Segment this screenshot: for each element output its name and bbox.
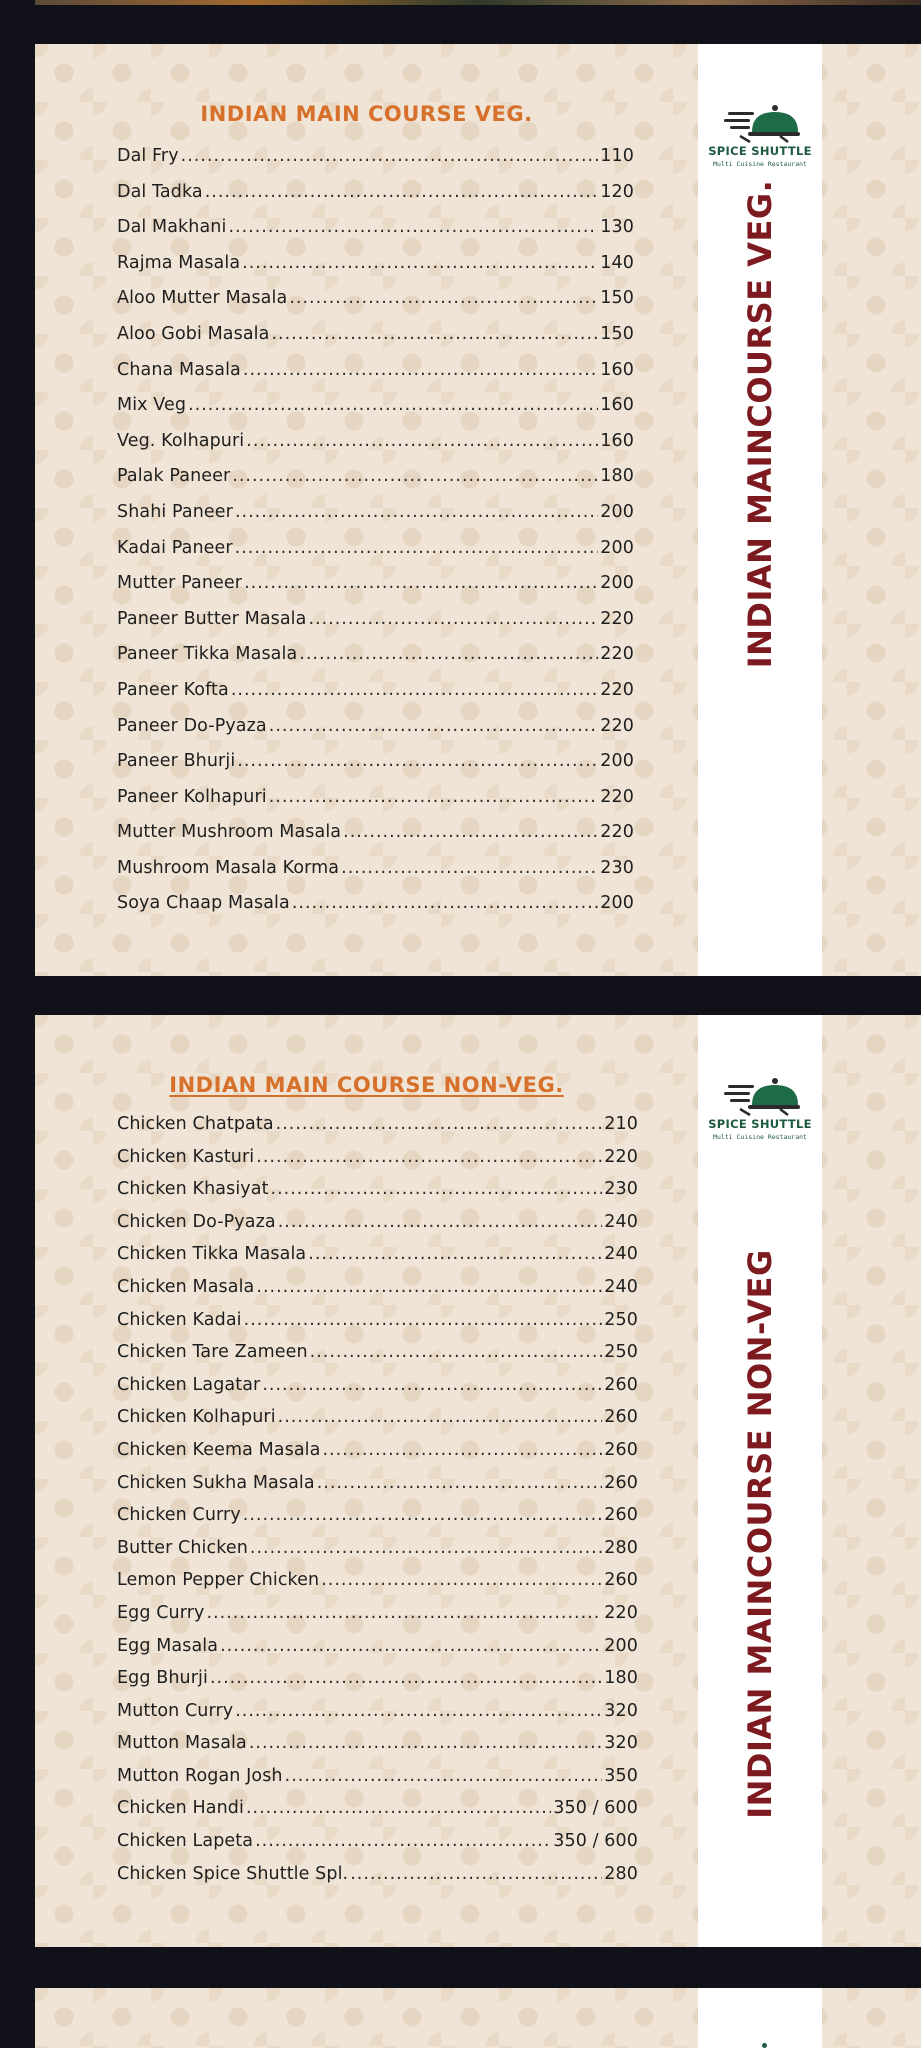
logo-name: SPICE SHUTTLE: [708, 1117, 812, 1131]
item-price: 260: [604, 1407, 638, 1428]
menu-item: [117, 1733, 638, 1766]
dot-leader: [188, 395, 598, 415]
item-price: 180: [600, 466, 634, 487]
dot-leader: [246, 1798, 551, 1818]
item-price: 210: [604, 1114, 638, 1134]
item-price: 230: [604, 1179, 638, 1200]
item-name: Chicken Handi: [117, 1798, 244, 1819]
menu-item: [117, 858, 634, 894]
menu-item: [117, 1473, 638, 1506]
dot-leader: [343, 822, 598, 842]
menu-item: [117, 1179, 638, 1212]
dot-leader: [322, 1440, 602, 1460]
item-price: 350 / 600: [553, 1798, 638, 1819]
dot-leader: [341, 858, 598, 878]
dot-leader: [246, 431, 598, 451]
dot-leader: [321, 1570, 602, 1590]
logo-name: SPICE SHUTTLE: [708, 144, 812, 158]
item-name: Chicken Do-Pyaza: [117, 1211, 276, 1232]
item-name: Chicken Kolhapuri: [117, 1407, 276, 1428]
item-price: 280: [604, 1537, 638, 1558]
menu-item: [117, 217, 634, 253]
item-name: Paneer Butter Masala: [117, 608, 307, 629]
item-price: 240: [604, 1244, 638, 1265]
menu-item: [117, 1440, 638, 1473]
nonveg-menu-page: [35, 1015, 921, 1947]
menu-item: [117, 1342, 638, 1375]
item-price: 240: [604, 1276, 638, 1297]
item-name: Chana Masala: [117, 359, 241, 380]
menu-item: [117, 1114, 638, 1147]
dot-leader: [276, 1114, 603, 1134]
item-name: Mutter Paneer: [117, 573, 243, 594]
item-price: 280: [604, 1863, 638, 1884]
item-price: 260: [604, 1505, 638, 1526]
dot-leader: [262, 1375, 602, 1395]
dot-leader: [228, 217, 598, 237]
item-name: Mutton Masala: [117, 1733, 247, 1754]
dot-leader: [207, 1603, 603, 1623]
item-price: 160: [600, 359, 634, 380]
item-price: 140: [600, 252, 634, 273]
dot-leader: [237, 751, 598, 771]
item-price: 150: [600, 288, 634, 309]
item-price: 180: [604, 1668, 638, 1689]
item-price: 320: [604, 1700, 638, 1721]
item-name: Dal Tadka: [117, 181, 203, 202]
logo-fragment: [762, 2043, 767, 2048]
dot-leader: [249, 1733, 602, 1753]
item-name: Chicken Sukha Masala: [117, 1472, 315, 1493]
menu-item: [117, 182, 634, 218]
dot-leader: [308, 609, 598, 629]
menu-item: [117, 1864, 638, 1897]
menu-item: [117, 1831, 638, 1864]
dot-leader: [285, 1766, 603, 1786]
item-name: Paneer Tikka Masala: [117, 644, 298, 665]
item-price: 250: [604, 1342, 638, 1363]
item-price: 220: [600, 822, 634, 843]
dot-leader: [244, 573, 598, 593]
dot-leader: [244, 1310, 603, 1330]
item-price: 220: [600, 608, 634, 629]
menu-item: [117, 466, 634, 502]
dot-leader: [271, 324, 598, 344]
item-price: 220: [600, 679, 634, 700]
next-menu-page: [35, 1988, 921, 2048]
item-name: Palak Paneer: [117, 466, 231, 487]
dot-leader: [243, 1505, 603, 1525]
dot-leader: [269, 716, 599, 736]
item-price: 110: [600, 146, 634, 166]
item-price: 320: [604, 1733, 638, 1754]
item-name: Chicken Tare Zameen: [117, 1342, 308, 1363]
dot-leader: [255, 1831, 551, 1851]
menu-item: [117, 1147, 638, 1180]
menu-item: [117, 1407, 638, 1440]
item-price: 220: [604, 1146, 638, 1167]
item-name: Chicken Masala: [117, 1276, 255, 1297]
menu-item: [117, 822, 634, 858]
side-band: [698, 1988, 822, 2048]
dot-leader: [210, 1668, 602, 1688]
menu-item: [117, 538, 634, 574]
cloche-delivery-icon: [720, 1073, 800, 1117]
cloche-delivery-icon: [720, 100, 800, 144]
dot-leader: [317, 1473, 603, 1493]
dot-leader: [350, 1864, 602, 1884]
menu-item: [117, 1701, 638, 1734]
dot-leader: [278, 1212, 603, 1232]
dot-leader: [308, 1244, 602, 1264]
menu-item: [117, 288, 634, 324]
item-name: Lemon Pepper Chicken: [117, 1570, 320, 1591]
menu-item: [117, 787, 634, 823]
menu-item: [117, 360, 634, 396]
item-name: Mushroom Masala Korma: [117, 857, 340, 878]
item-name: Chicken Curry: [117, 1505, 241, 1526]
item-price: 200: [600, 573, 634, 594]
item-name: Egg Masala: [117, 1635, 219, 1656]
veg-menu-list: [117, 146, 634, 929]
item-name: Mutton Curry: [117, 1700, 234, 1721]
item-price: 130: [600, 217, 634, 238]
top-photo-edge: [35, 0, 921, 5]
menu-item: [117, 431, 634, 467]
dot-leader: [289, 288, 598, 308]
item-price: 230: [600, 857, 634, 878]
item-name: Veg. Kolhapuri: [117, 430, 245, 451]
dot-leader: [310, 1342, 603, 1362]
dot-leader: [220, 1636, 602, 1656]
item-name: Chicken Spice Shuttle Spl.: [117, 1863, 349, 1884]
item-name: Chicken Khasiyat: [117, 1179, 269, 1200]
item-name: Egg Curry: [117, 1602, 205, 1623]
menu-item: [117, 324, 634, 360]
item-name: Rajma Masala: [117, 252, 241, 273]
dot-leader: [232, 466, 598, 486]
item-name: Aloo Mutter Masala: [117, 288, 288, 309]
dot-leader: [235, 1701, 602, 1721]
dot-leader: [242, 253, 598, 273]
item-name: Mutton Rogan Josh: [117, 1765, 283, 1786]
dot-leader: [278, 1407, 603, 1427]
item-price: 150: [600, 323, 634, 344]
menu-item: [117, 1766, 638, 1799]
menu-item: [117, 1603, 638, 1636]
menu-item: [117, 502, 634, 538]
item-price: 260: [604, 1472, 638, 1493]
item-price: 260: [604, 1374, 638, 1395]
menu-item: [117, 1375, 638, 1408]
veg-menu-page: [35, 44, 921, 976]
item-name: Chicken Keema Masala: [117, 1439, 321, 1460]
item-price: 240: [604, 1211, 638, 1232]
item-name: Kadai Paneer: [117, 537, 233, 558]
item-name: Paneer Bhurji: [117, 751, 236, 772]
item-price: 350: [604, 1765, 638, 1786]
menu-item: [117, 1310, 638, 1343]
veg-section-title: INDIAN MAIN COURSE VEG.: [200, 102, 533, 126]
menu-item: [117, 395, 634, 431]
menu-item: [117, 893, 634, 929]
item-price: 220: [600, 786, 634, 807]
item-price: 260: [604, 1439, 638, 1460]
menu-item: [117, 1212, 638, 1245]
logo-tagline: Multi Cuisine Restaurant: [713, 160, 807, 168]
dot-leader: [292, 893, 598, 913]
item-name: Chicken Chatpata: [117, 1114, 274, 1134]
item-name: Paneer Kolhapuri: [117, 786, 267, 807]
nonveg-menu-list: [117, 1114, 638, 1896]
item-price: 350 / 600: [553, 1831, 638, 1852]
item-name: Chicken Tikka Masala: [117, 1244, 307, 1265]
nonveg-section-title: INDIAN MAIN COURSE NON-VEG.: [169, 1073, 564, 1097]
item-name: Chicken Kadai: [117, 1309, 242, 1330]
dot-leader: [256, 1147, 602, 1167]
veg-side-title: INDIAN MAINCOURSE VEG.: [741, 179, 779, 669]
item-name: Soya Chaap Masala: [117, 893, 290, 914]
menu-item: [117, 609, 634, 645]
item-name: Chicken Lapeta: [117, 1831, 254, 1852]
item-name: Mutter Mushroom Masala: [117, 822, 342, 843]
menu-item: [117, 1798, 638, 1831]
menu-item: [117, 1570, 638, 1603]
item-price: 250: [604, 1309, 638, 1330]
dot-leader: [256, 1277, 602, 1297]
menu-item: [117, 146, 634, 182]
item-name: Chicken Kasturi: [117, 1146, 255, 1167]
dot-leader: [299, 644, 598, 664]
menu-item: [117, 680, 634, 716]
restaurant-logo: [698, 100, 822, 180]
item-name: Chicken Lagatar: [117, 1374, 261, 1395]
nonveg-side-title: INDIAN MAINCOURSE NON-VEG: [741, 1249, 779, 1819]
dot-leader: [250, 1538, 602, 1558]
item-price: 200: [600, 537, 634, 558]
dot-leader: [235, 538, 599, 558]
item-name: Dal Makhani: [117, 217, 227, 238]
item-price: 220: [600, 715, 634, 736]
menu-item: [117, 644, 634, 680]
menu-item: [117, 1277, 638, 1310]
item-name: Mix Veg: [117, 395, 187, 416]
menu-item: [117, 1636, 638, 1669]
item-price: 200: [600, 751, 634, 772]
item-price: 200: [600, 501, 634, 522]
menu-item: [117, 716, 634, 752]
item-price: 220: [604, 1602, 638, 1623]
restaurant-logo: [698, 1073, 822, 1153]
item-price: 160: [600, 395, 634, 416]
item-price: 200: [604, 1635, 638, 1656]
menu-item: [117, 1244, 638, 1277]
dot-leader: [231, 680, 598, 700]
menu-item: [117, 1668, 638, 1701]
item-price: 160: [600, 430, 634, 451]
item-name: Paneer Kofta: [117, 679, 229, 700]
dot-leader: [243, 360, 598, 380]
logo-tagline: Multi Cuisine Restaurant: [713, 1133, 807, 1141]
item-name: Dal Fry: [117, 146, 179, 166]
item-price: 260: [604, 1570, 638, 1591]
dot-leader: [205, 182, 599, 202]
menu-item: [117, 253, 634, 289]
item-price: 120: [600, 181, 634, 202]
item-name: Egg Bhurji: [117, 1668, 208, 1689]
item-name: Aloo Gobi Masala: [117, 323, 270, 344]
item-name: Paneer Do-Pyaza: [117, 715, 267, 736]
item-price: 200: [600, 893, 634, 914]
menu-item: [117, 573, 634, 609]
menu-item: [117, 1538, 638, 1571]
menu-item: [117, 751, 634, 787]
dot-leader: [269, 787, 599, 807]
item-name: Butter Chicken: [117, 1537, 248, 1558]
menu-item: [117, 1505, 638, 1538]
dot-leader: [235, 502, 598, 522]
item-price: 220: [600, 644, 634, 665]
dot-leader: [271, 1179, 603, 1199]
item-name: Shahi Paneer: [117, 501, 233, 522]
dot-leader: [181, 146, 599, 166]
